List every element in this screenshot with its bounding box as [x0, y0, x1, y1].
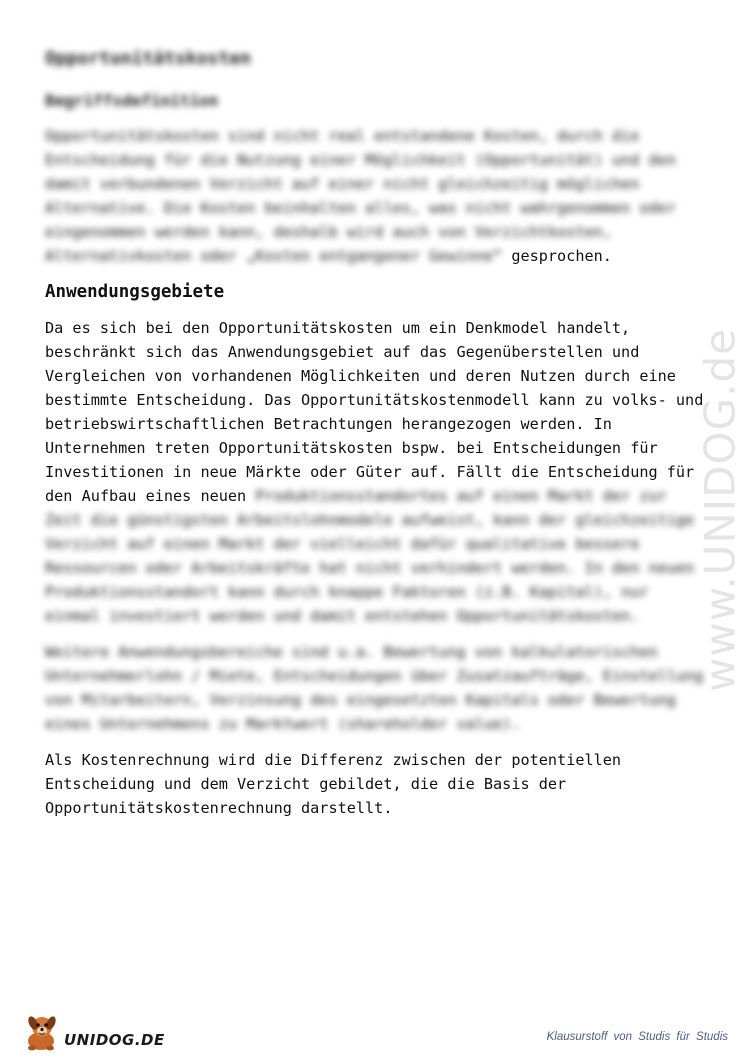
document-page — [45, 40, 705, 820]
closing-paragraph: Als Kostenrechnung wird die Differenz zwischen der potentiellen Entscheidung und dem Verzicht gebildet, die die Basis der Opportunitätskostenrechnung darstellt. — [45, 751, 622, 817]
section-blurred-text: Produktionsstandortes auf einen Markt der zur Zeit die günstigsten Arbeitslohnmodele aufweist, kann der gleichzeitige Verzicht auf einen Markt der vielleicht dafür qualitative bessere Ressourcen oder Arbeitskräfte hat nicht verhindert werden. In den neuen Produktionsstandort kann durch knappe Faktoren (z.B. Kapital), nur einmal investiert werden und damit entstehen Opportunitätskosten. — [45, 487, 695, 625]
logo-text: UNIDOG.DE — [64, 1031, 165, 1049]
definition-heading: Begriffsdefinition — [45, 91, 219, 110]
further-applications-paragraph: Weitere Anwendungsbereiche sind u.a. Bewertung von kalkulatorischen Unternehmerlohn / Miete, Entscheidungen über Zusatzaufträge, Einstellung von Mitarbeitern, Verzinsung des eingesetzten Kapitals oder Bewertung eines Unternehmens zu Marktwert (shareholder value). — [45, 643, 704, 733]
definition-paragraph — [45, 124, 705, 268]
footer-logo — [22, 1013, 165, 1053]
definition-visible-text: gesprochen. — [511, 247, 612, 265]
section-visible-text: Da es sich bei den Opportunitätskosten um ein Denkmodel handelt, beschränkt sich das Anwendungsgebiet auf das Gegenüberstellen und Vergleichen von vorhandenen Möglichkeiten und deren Nutzen durch eine bestimmte Entscheidung. Das Opportunitätskostenmodell kann zu volks- und betriebswirtschaftlichen Betrachtungen herangezogen werden. In Unternehmen treten Opportunitätskosten bspw. bei Entscheidungen für Investitionen in neue Märkte oder Güter auf. Fällt die Entscheidung für den Aufbau eines neuen — [45, 319, 704, 505]
section-paragraph — [45, 316, 705, 628]
section-heading: Anwendungsgebiete — [45, 282, 225, 302]
watermark-text: www.UNIDOG.de — [695, 328, 745, 692]
definition-blurred-text: Opportunitätskosten sind nicht real entstandene Kosten, durch die Entscheidung für die Nutzung einer Möglichkeit (Opportunität) und den damit verbundenen Verzicht auf einer nicht gleichzeitig möglichen Alternative. Die Kosten beinhalten alles, was nicht wahrgenommen oder eingenommen werden kann, deshalb wird auch von Verzichtkosten, Alternativkosten oder „Kosten entgangener Gewinne“ — [45, 127, 676, 265]
dog-mascot-icon — [22, 1013, 62, 1053]
footer-tagline: Klausurstoff von Studis für Studis — [546, 1031, 728, 1043]
document-title: Opportunitätskosten — [45, 48, 251, 69]
